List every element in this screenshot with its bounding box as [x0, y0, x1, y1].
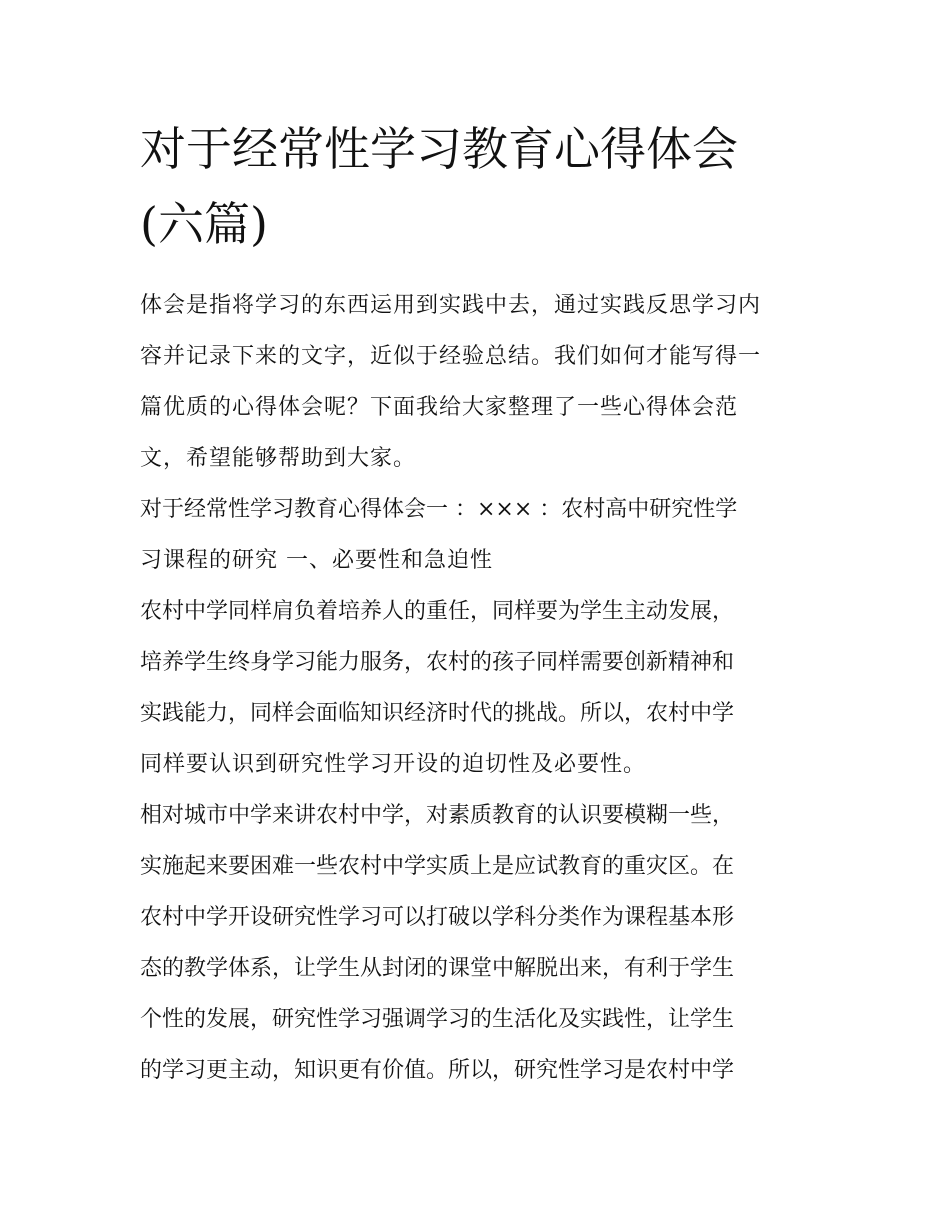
text-line: 农村中学同样肩负着培养人的重任，同样要为学生主动发展，	[140, 599, 735, 624]
text-line: 相对城市中学来讲农村中学，对素质教育的认识要模糊一些，	[140, 803, 735, 828]
paragraph-body	[140, 586, 812, 790]
text-line: 文，希望能够帮助到大家。	[140, 446, 417, 471]
text-line: 篇优质的心得体会呢？下面我给大家整理了一些心得体会范	[140, 395, 739, 420]
title-line: (六篇)	[140, 197, 268, 251]
paragraph-intro	[140, 280, 812, 484]
text-line: 实施起来要困难一些农村中学实质上是应试教育的重灾区。在	[140, 854, 735, 879]
text-line: 的学习更主动，知识更有价值。所以，研究性学习是农村中学	[140, 1058, 735, 1083]
document-title	[140, 112, 812, 262]
text-line: 习课程的研究 一、必要性和急迫性	[140, 548, 493, 573]
document-content	[140, 112, 812, 1096]
text-line: 培养学生终身学习能力服务，农村的孩子同样需要创新精神和	[140, 650, 735, 675]
text-line: 对于经常性学习教育心得体会一 ：××× ：农村高中研究性学	[140, 497, 738, 522]
text-line: 个性的发展，研究性学习强调学习的生活化及实践性，让学生	[140, 1007, 735, 1032]
paragraph-body	[140, 790, 812, 1096]
text-line: 体会是指将学习的东西运用到实践中去，通过实践反思学习内	[140, 293, 762, 318]
paragraph-section-heading	[140, 484, 812, 586]
document-body	[140, 280, 812, 1096]
title-line: 对于经常性学习教育心得体会	[140, 122, 738, 176]
text-line: 实践能力，同样会面临知识经济时代的挑战。所以，农村中学	[140, 701, 735, 726]
text-line: 容并记录下来的文字，近似于经验总结。我们如何才能写得一	[140, 344, 762, 369]
text-line: 态的教学体系，让学生从封闭的课堂中解脱出来，有利于学生	[140, 956, 735, 981]
text-line: 同样要认识到研究性学习开设的迫切性及必要性。	[140, 752, 647, 777]
text-line: 农村中学开设研究性学习可以打破以学科分类作为课程基本形	[140, 905, 735, 930]
